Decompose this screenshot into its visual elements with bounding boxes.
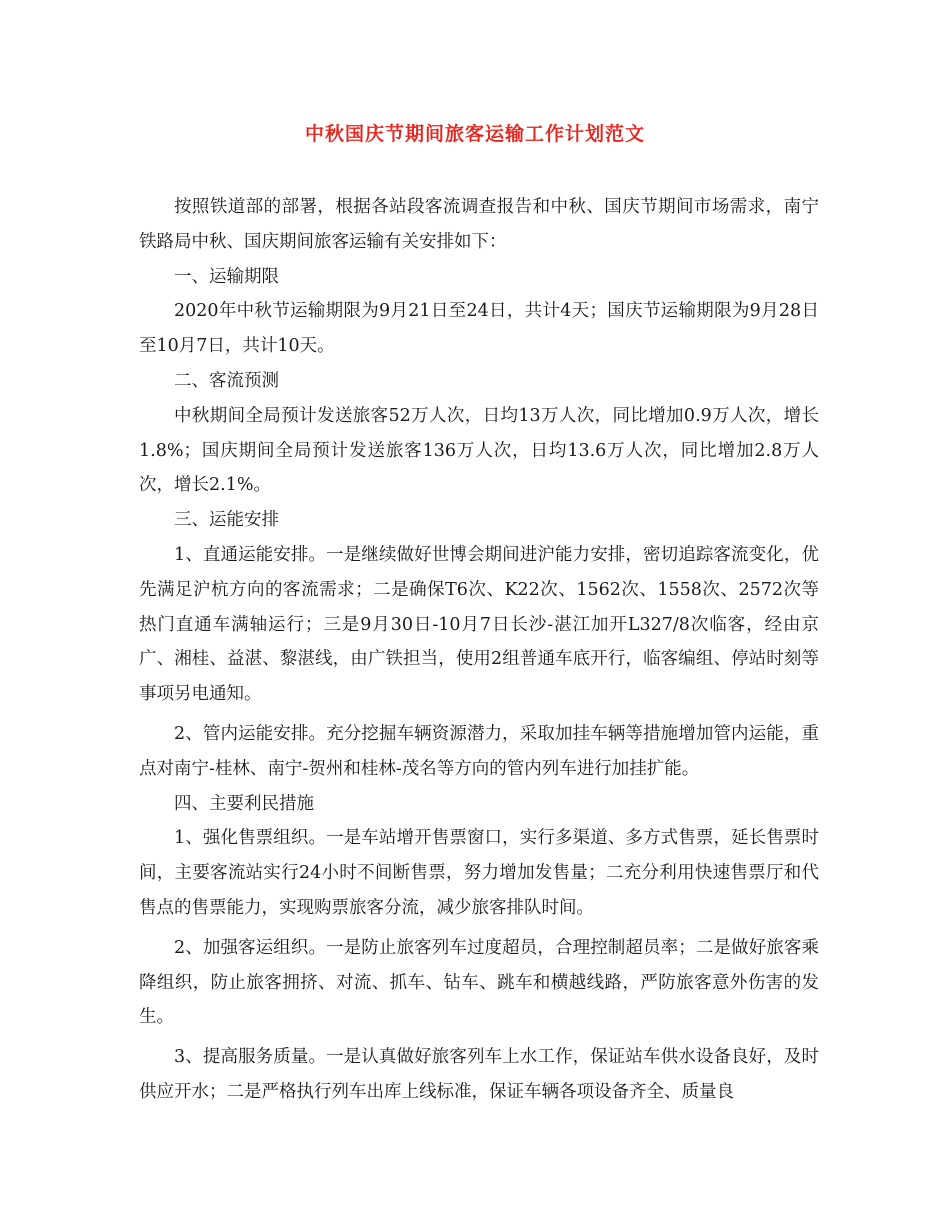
document-body [139,190,819,1110]
paragraph-period: 2020年中秋节运输期限为9月21日至24日，共计4天；国庆节运输期限为9月28日至10月7日，共计10天。 [139,301,819,357]
section-heading-capacity: 三、运能安排 [174,510,279,531]
section-heading-measures: 四、主要利民措施 [174,793,314,814]
paragraph-measures-organization: 2、加强客运组织。一是防止旅客列车过度超员，合理控制超员率；二是做好旅客乘降组织，防止旅客拥挤、对流、抓车、钻车、跳车和横越线路，严防旅客意外伤害的发生。 [139,937,819,1028]
section-heading-period: 一、运输期限 [174,266,279,287]
paragraph-capacity-local: 2、管内运能安排。充分挖掘车辆资源潜力，采取加挂车辆等措施增加管内运能，重点对南宁-桂林、南宁-贺州和桂林-茂名等方向的管内列车进行加挂扩能。 [139,723,819,779]
paragraph-capacity-direct: 1、直通运能安排。一是继续做好世博会期间进沪能力安排，密切追踪客流变化，优先满足沪杭方向的客流需求；二是确保T6次、K22次、1562次、1558次、2572次等热门直通车满轴运行；三是9月30日-10月7日长沙-湛江加开L327/8次临客，经由京广、湘桂、益湛、黎湛线，由广铁担当，使用2组普通车底开行，临客编组、停站时刻等事项另电通知。 [139,544,819,705]
section-heading-forecast: 二、客流预测 [174,370,279,391]
paragraph-intro: 按照铁道部的部署，根据各站段客流调查报告和中秋、国庆节期间市场需求，南宁铁路局中秋、国庆期间旅客运输有关安排如下： [139,197,819,252]
paragraph-measures-ticketing: 1、强化售票组织。一是车站增开售票窗口，实行多渠道、多方式售票，延长售票时间，主要客流站实行24小时不间断售票，努力增加发售量；二充分利用快速售票厅和代售点的售票能力，实现购票旅客分流，减少旅客排队时间。 [139,828,819,918]
paragraph-measures-service: 3、提高服务质量。一是认真做好旅客列车上水工作，保证站车供水设备良好，及时供应开水；二是严格执行列车出库上线标准，保证车辆各项设备齐全、质量良 [139,1047,819,1102]
paragraph-forecast: 中秋期间全局预计发送旅客52万人次，日均13万人次，同比增加0.9万人次，增长1.8%；国庆期间全局预计发送旅客136万人次，日均13.6万人次，同比增加2.8万人次，增长2.1%。 [139,405,819,496]
document-title: 中秋国庆节期间旅客运输工作计划范文 [304,123,645,145]
